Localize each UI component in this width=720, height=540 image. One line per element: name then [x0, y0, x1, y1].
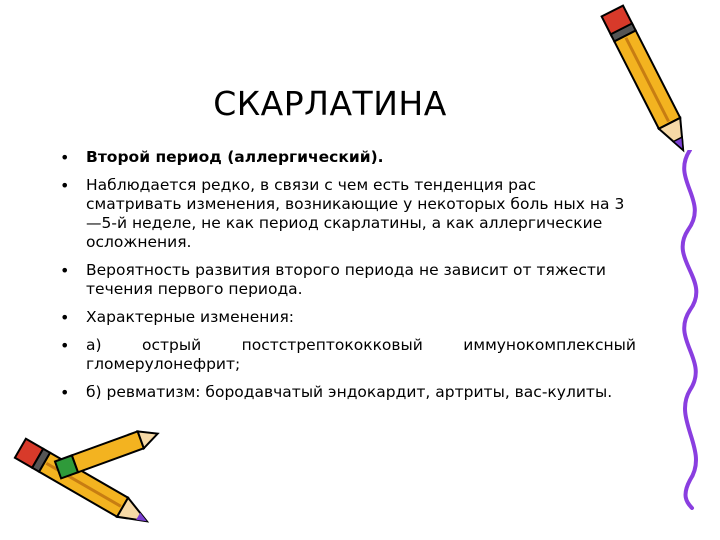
bullet-item	[56, 383, 636, 402]
bullet-item	[56, 176, 636, 252]
pencil-icon	[600, 0, 700, 170]
bullet-text: Характерные изменения:	[86, 308, 295, 326]
bullet-item	[56, 148, 636, 167]
bullet-text: Наблюдается редко, в связи с чем есть тенденция рас сматривать изменения, возникающие у некоторых боль ных на 3 —5-й неделе, не как период скарлатины, а как аллергические осложнения.	[86, 176, 625, 251]
pencils-icon	[0, 430, 170, 540]
bullet-icon: •	[60, 176, 70, 195]
bullet-text: а) острый постстрептококковый иммунокомплексный гломерулонефрит;	[86, 336, 636, 373]
bullet-list	[56, 148, 636, 411]
squiggle-line-icon	[660, 150, 720, 510]
slide-title: СКАРЛАТИНА	[213, 84, 447, 123]
bullet-item	[56, 261, 636, 299]
bullet-text: Второй период (аллергический).	[86, 148, 384, 166]
bullet-text: Вероятность развития второго периода не зависит от тяжести течения первого периода.	[86, 261, 606, 298]
bullet-icon: •	[60, 308, 70, 327]
bullet-icon: •	[60, 148, 70, 167]
bullet-icon: •	[60, 261, 70, 280]
bullet-text: б) ревматизм: бородавчатый эндокардит, артриты, вас-кулиты.	[86, 383, 613, 401]
bullet-item	[56, 308, 636, 327]
bullet-item	[56, 336, 636, 374]
bullet-icon: •	[60, 336, 70, 355]
bullet-icon: •	[60, 383, 70, 402]
